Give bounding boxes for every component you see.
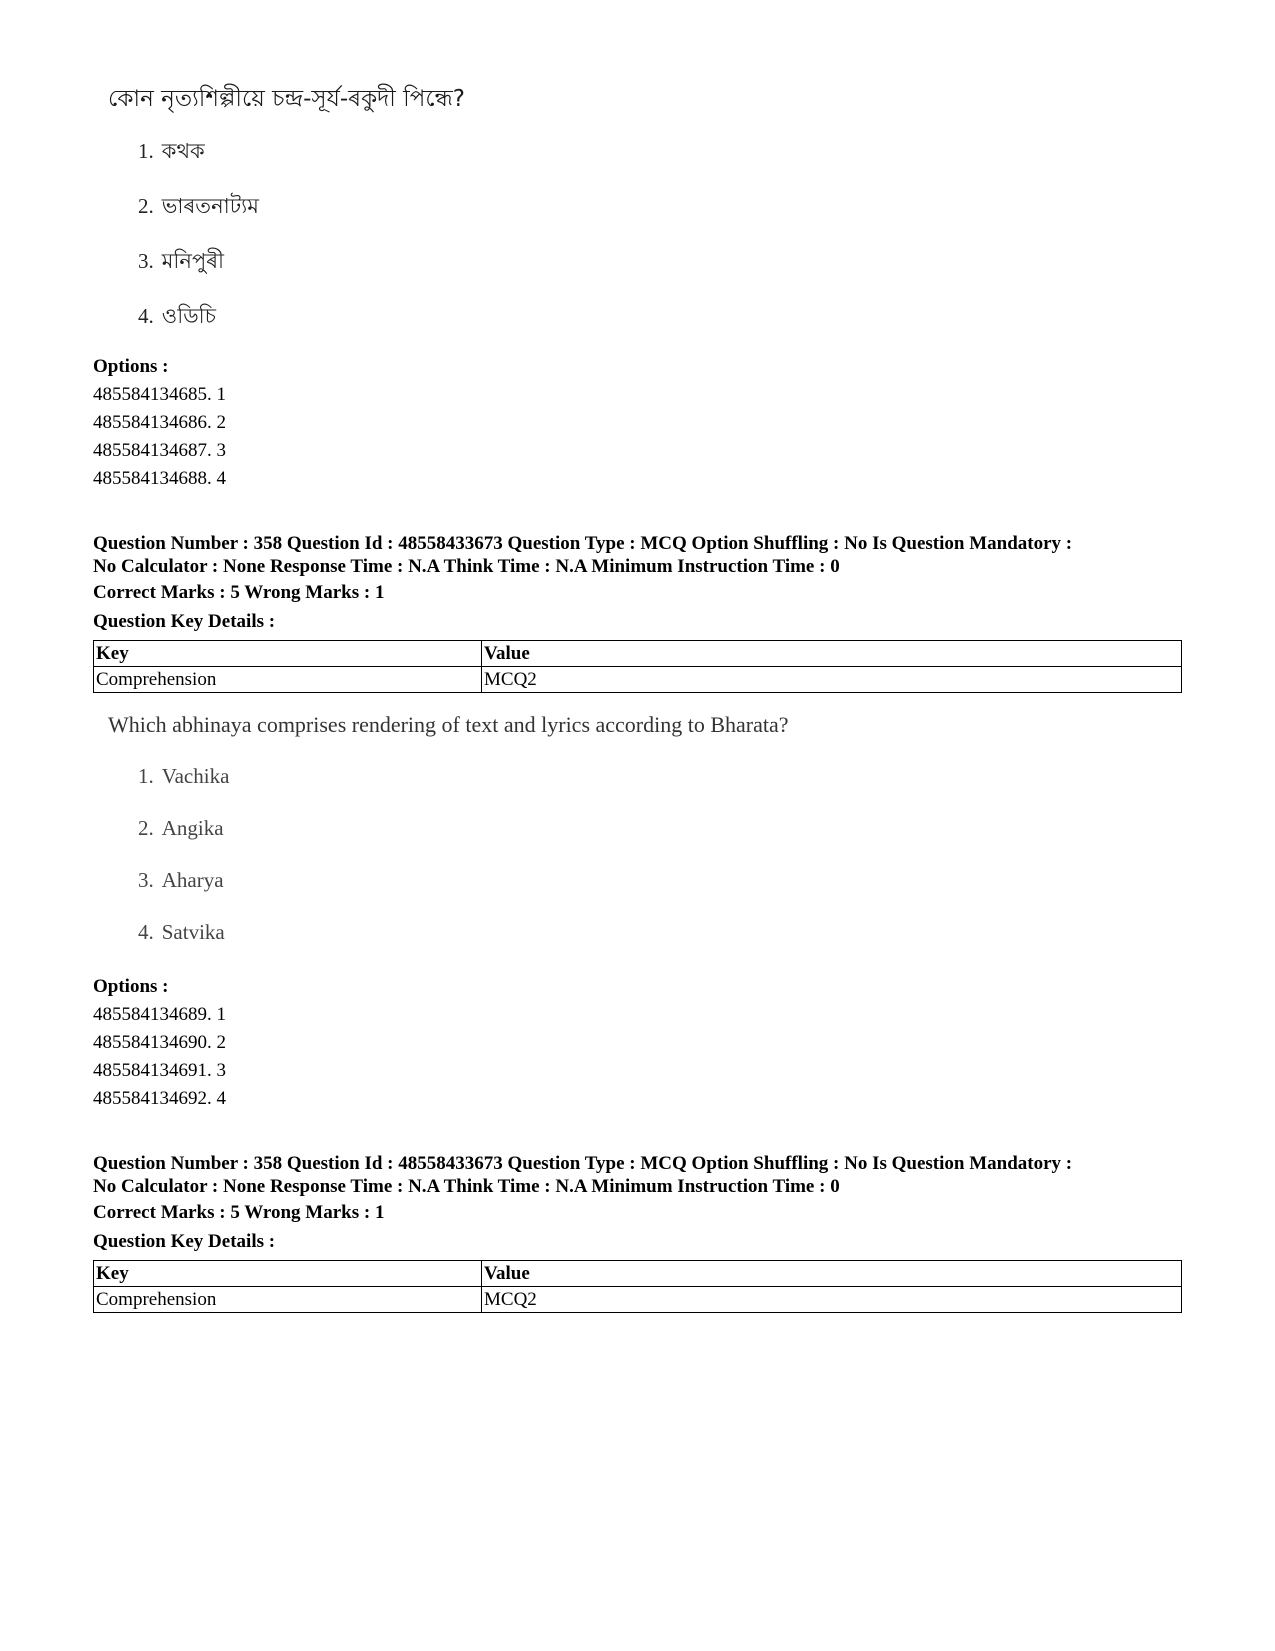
meta-line-2: No Calculator : None Response Time : N.A Think Time : N.A Minimum Instruction Time : 0 — [93, 1176, 840, 1197]
question-text-1: কোন নৃত্যশিল্পীয়ে চন্দ্ৰ-সূৰ্য-ৰকুদী পিন্ধে? — [108, 86, 466, 112]
key-details-label-1: Question Key Details : — [93, 611, 276, 632]
choice-number: 2. — [138, 816, 154, 840]
option-id-2-2: 485584134690. 2 — [93, 1032, 226, 1053]
choice-1-4 — [138, 300, 216, 335]
options-label-1: Options : — [93, 356, 169, 377]
header-value: Value — [482, 1261, 1182, 1287]
header-key: Key — [94, 1261, 482, 1287]
choice-text: ভাৰতনাট্যম — [161, 194, 259, 218]
table-row — [94, 667, 1182, 693]
choice-2-4 — [138, 920, 225, 945]
choice-number: 3. — [138, 868, 154, 892]
cell-value: MCQ2 — [482, 667, 1182, 693]
table-header-row — [94, 1261, 1182, 1287]
table-header-row — [94, 641, 1182, 667]
choice-text: Satvika — [161, 920, 225, 944]
meta-line-1: Question Number : 358 Question Id : 48558433673 Question Type : MCQ Option Shuffling : No Is Question Mandatory : — [93, 1153, 1073, 1174]
question-meta-1 — [93, 532, 1193, 578]
header-value: Value — [482, 641, 1182, 667]
marks-2: Correct Marks : 5 Wrong Marks : 1 — [93, 1202, 385, 1223]
choice-number: 1. — [138, 139, 154, 163]
cell-key: Comprehension — [94, 1287, 482, 1313]
choice-text: কথক — [161, 139, 205, 163]
key-details-table-1 — [93, 640, 1182, 693]
marks-1: Correct Marks : 5 Wrong Marks : 1 — [93, 582, 385, 603]
question-meta-2 — [93, 1152, 1193, 1198]
cell-key: Comprehension — [94, 667, 482, 693]
choice-number: 1. — [138, 764, 154, 788]
choice-2-3 — [138, 868, 224, 893]
question-text-2: Which abhinaya comprises rendering of text and lyrics according to Bharata? — [108, 712, 789, 737]
option-id-1-4: 485584134688. 4 — [93, 468, 226, 489]
choice-text: Angika — [161, 816, 224, 840]
meta-line-2: No Calculator : None Response Time : N.A Think Time : N.A Minimum Instruction Time : 0 — [93, 556, 840, 577]
option-id-1-3: 485584134687. 3 — [93, 440, 226, 461]
choice-number: 3. — [138, 249, 154, 273]
choice-2-1 — [138, 764, 229, 789]
choice-text: Vachika — [161, 764, 230, 788]
option-id-2-1: 485584134689. 1 — [93, 1004, 226, 1025]
options-label-2: Options : — [93, 976, 169, 997]
choice-text: Aharya — [161, 868, 224, 892]
choice-number: 4. — [138, 920, 154, 944]
option-id-1-2: 485584134686. 2 — [93, 412, 226, 433]
key-details-table-2 — [93, 1260, 1182, 1313]
choice-2-2 — [138, 816, 224, 841]
choice-1-3 — [138, 245, 224, 280]
choice-1-2 — [138, 190, 259, 225]
choice-1-1 — [138, 135, 205, 170]
meta-line-1: Question Number : 358 Question Id : 48558433673 Question Type : MCQ Option Shuffling : No Is Question Mandatory : — [93, 533, 1073, 554]
option-id-2-4: 485584134692. 4 — [93, 1088, 226, 1109]
choice-text: মনিপুৰী — [161, 249, 225, 273]
choice-text: ওডিচি — [161, 304, 217, 328]
option-id-2-3: 485584134691. 3 — [93, 1060, 226, 1081]
choice-number: 4. — [138, 304, 154, 328]
choice-number: 2. — [138, 194, 154, 218]
header-key: Key — [94, 641, 482, 667]
option-id-1-1: 485584134685. 1 — [93, 384, 226, 405]
cell-value: MCQ2 — [482, 1287, 1182, 1313]
table-row — [94, 1287, 1182, 1313]
key-details-label-2: Question Key Details : — [93, 1231, 276, 1252]
